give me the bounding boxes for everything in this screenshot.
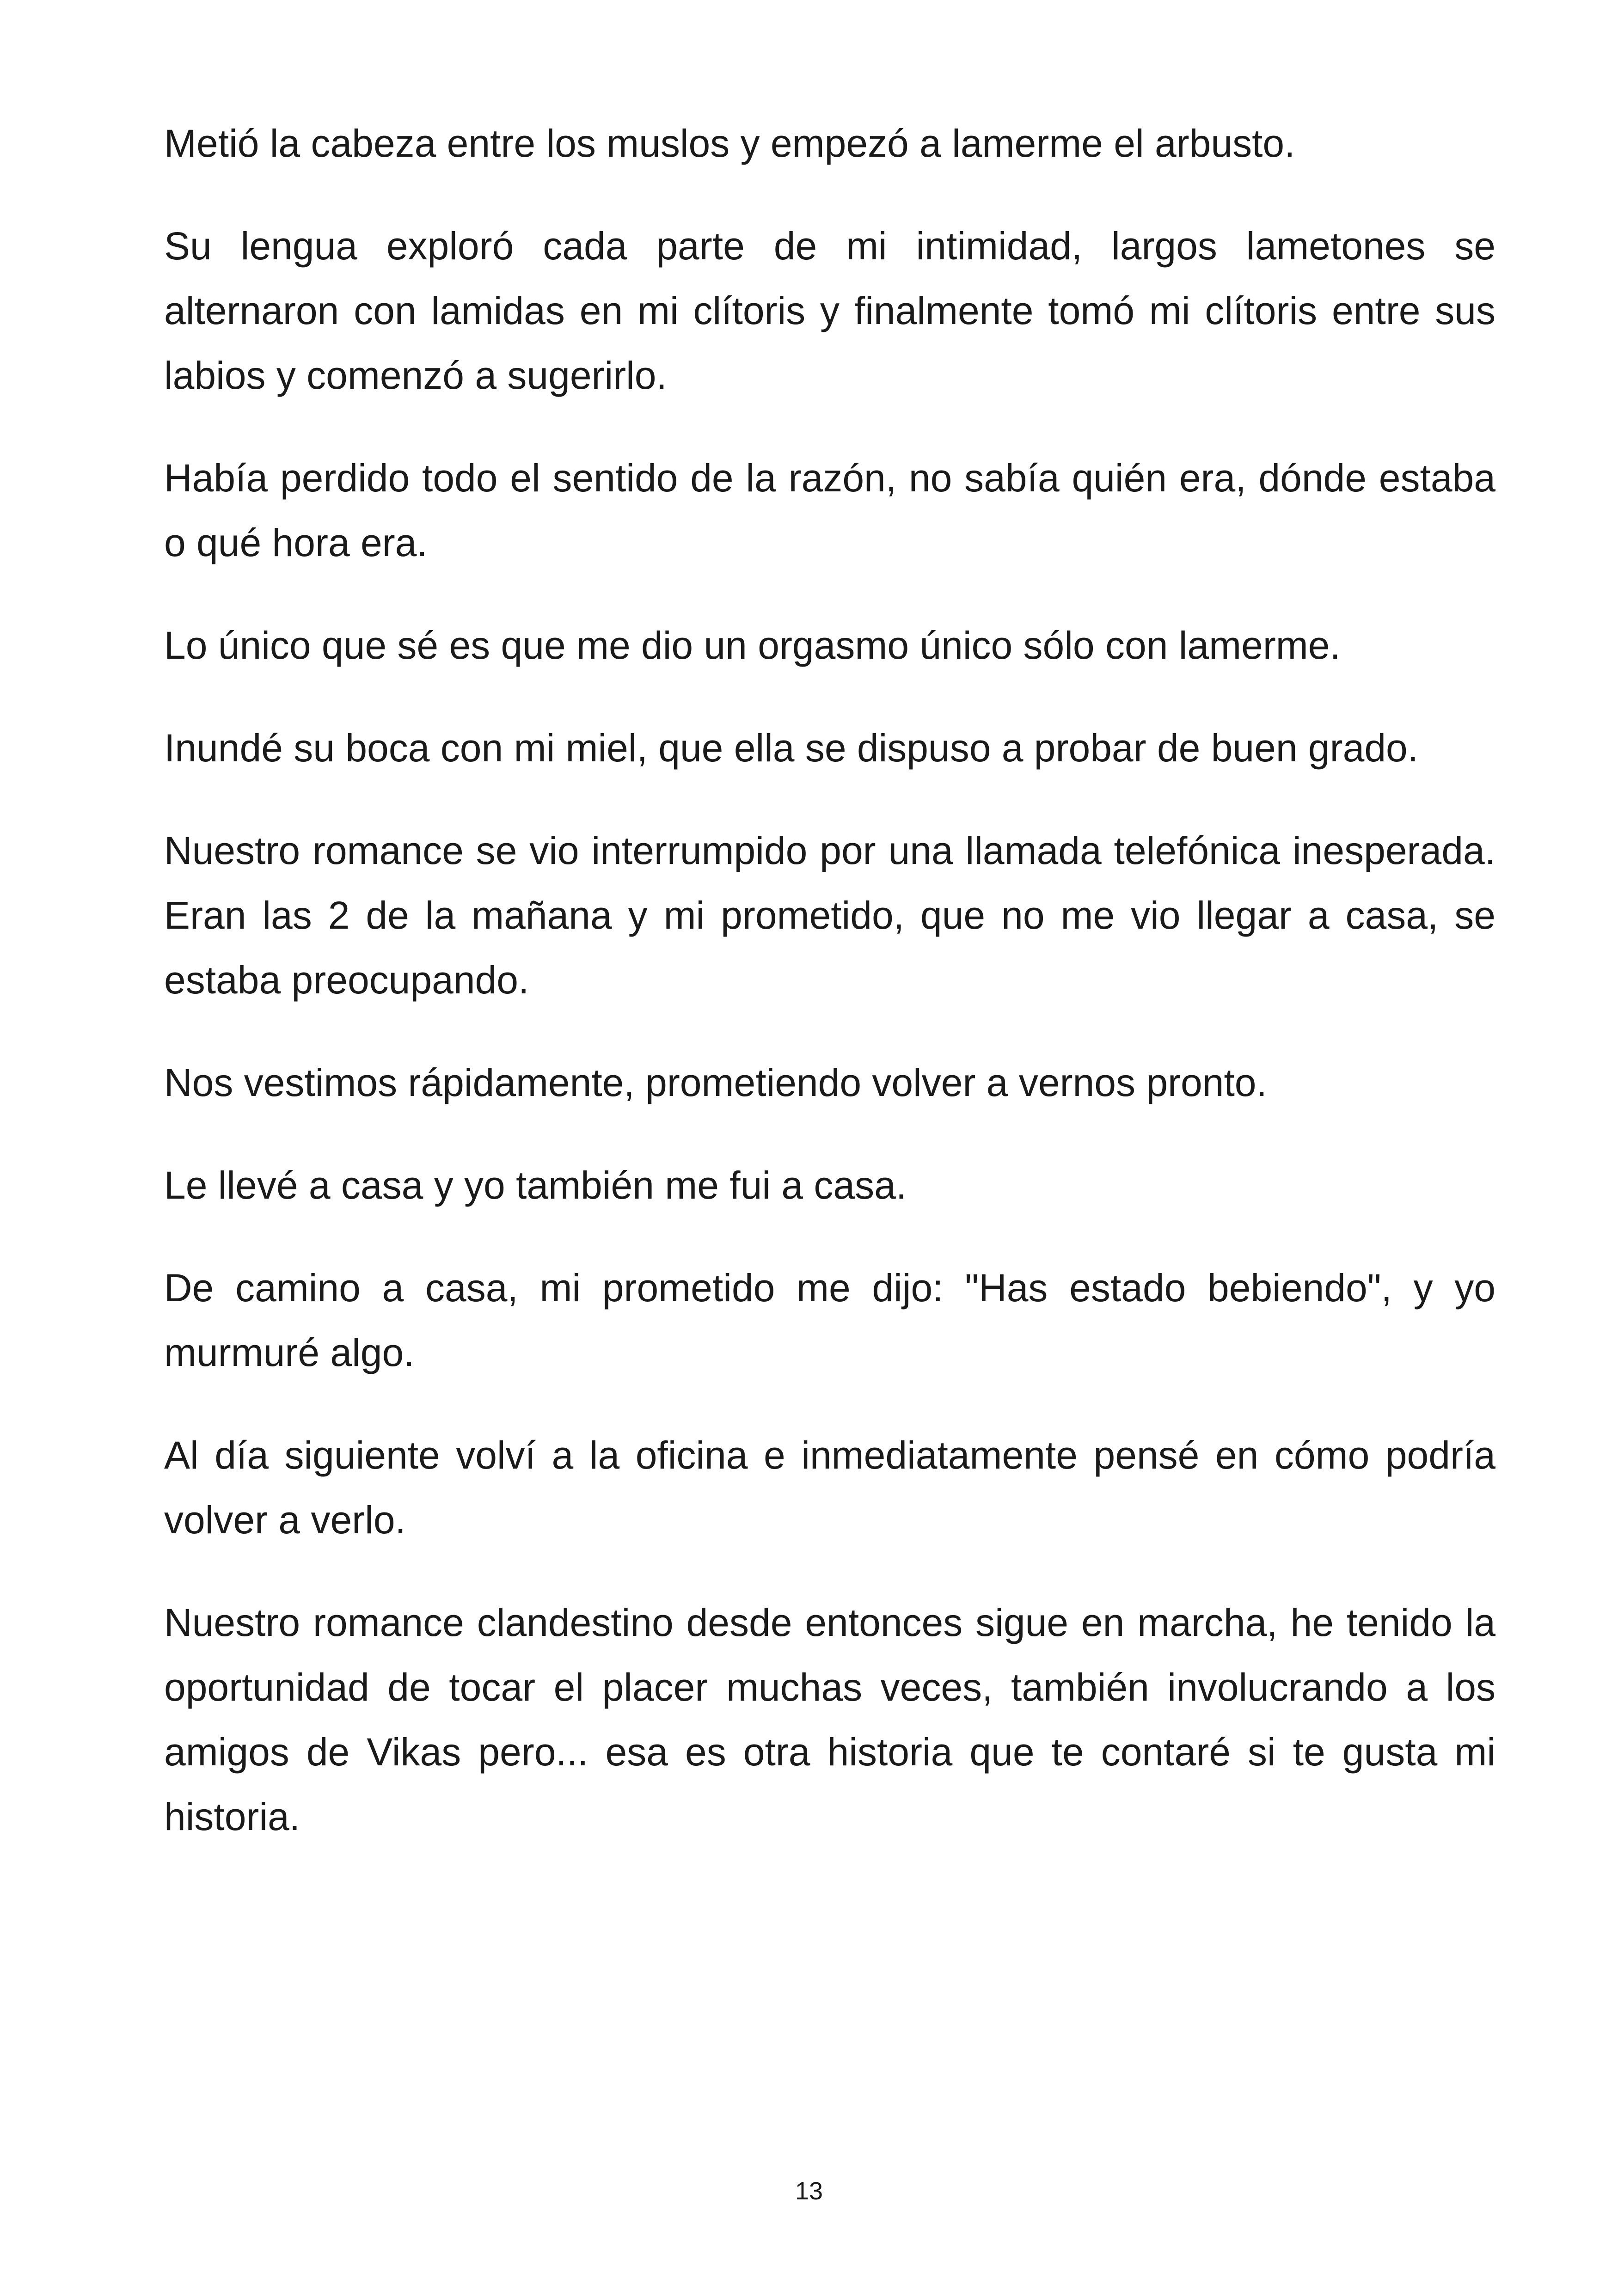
page-number: 13 [795, 2177, 823, 2205]
paragraph: De camino a casa, mi prometido me dijo: "Has estado bebiendo", y yo murmuré algo. [164, 1266, 1495, 1374]
paragraph: Había perdido todo el sentido de la razón, no sabía quién era, dónde estaba o qué hora era. [164, 456, 1495, 564]
paragraph: Lo único que sé es que me dio un orgasmo único sólo con lamerme. [164, 624, 1341, 667]
paragraph: Metió la cabeza entre los muslos y empezó a lamerme el arbusto. [164, 122, 1295, 165]
paragraph: Al día siguiente volví a la oficina e inmediatamente pensé en cómo podría volver a verlo. [164, 1433, 1495, 1542]
paragraph: Nuestro romance clandestino desde entonces sigue en marcha, he tenido la oportunidad de tocar el placer muchas veces, también involucrando a los amigos de Vikas pero... esa es otra historia que te contaré si te gusta mi historia. [164, 1601, 1495, 1838]
paragraph: Inundé su boca con mi miel, que ella se dispuso a probar de buen grado. [164, 726, 1419, 770]
paragraph: Nos vestimos rápidamente, prometiendo volver a vernos pronto. [164, 1061, 1267, 1104]
paragraph: Nuestro romance se vio interrumpido por una llamada telefónica inesperada. Eran las 2 de la mañana y mi prometido, que no me vio llegar a casa, se estaba preocupando. [164, 829, 1495, 1002]
paragraph: Su lengua exploró cada parte de mi intimidad, largos lametones se alternaron con lamidas en mi clítoris y finalmente tomó mi clítoris entre sus labios y comenzó a sugerirlo. [164, 224, 1495, 397]
text-column [164, 111, 1495, 1887]
paragraph: Le llevé a casa y yo también me fui a casa. [164, 1163, 907, 1207]
